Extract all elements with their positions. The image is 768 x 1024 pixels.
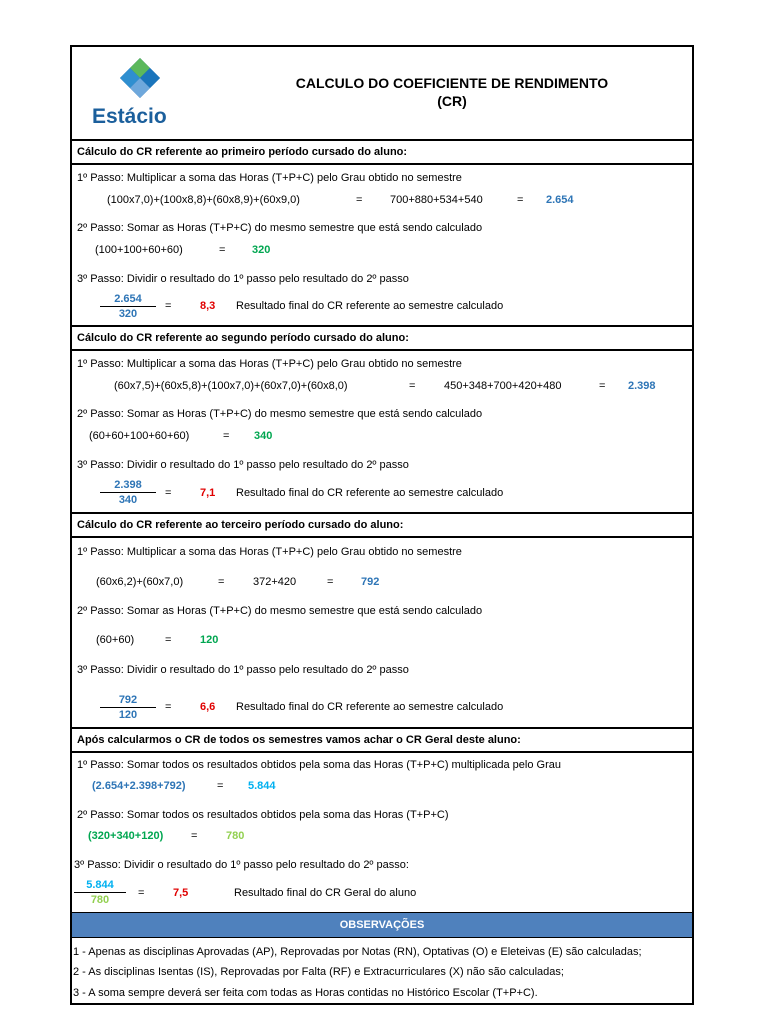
section1-step3-text: 3º Passo: Dividir o resultado do 1º passo pelo resultado do 2º passo xyxy=(77,273,409,285)
section2-step1-eq1: = xyxy=(409,380,416,392)
section2-fraction xyxy=(100,479,156,506)
fraction-denominator: 320 xyxy=(118,308,138,320)
observacao-item: 3 - A soma sempre deverá ser feita com todas as Horas contidas no Histórico Escolar (T+P+C). xyxy=(73,987,538,999)
section2-step1-text: 1º Passo: Multiplicar a soma das Horas (T+P+C) pelo Grau obtido no semestre xyxy=(77,358,462,370)
section4-step3-eq: = xyxy=(138,887,145,899)
section3-step2-expr: (60+60) xyxy=(96,634,135,646)
section4-step2-expr: (320+340+120) xyxy=(88,830,164,842)
section4-heading: Após calcularmos o CR de todos os semestres vamos achar o CR Geral deste aluno: xyxy=(77,734,521,746)
section2-step2-result: 340 xyxy=(254,430,273,442)
section2-step3-eq: = xyxy=(165,487,172,499)
section2-step2-expr: (60+60+100+60+60) xyxy=(89,430,190,442)
fraction-denominator: 120 xyxy=(118,709,138,721)
document-frame xyxy=(70,45,694,1005)
section1-step1-expr: (100x7,0)+(100x8,8)+(60x8,9)+(60x9,0) xyxy=(107,194,300,206)
section4-step1-text: 1º Passo: Somar todos os resultados obtidos pela soma das Horas (T+P+C) multiplicada pelo Grau xyxy=(77,759,561,771)
observacao-item: 2 - As disciplinas Isentas (IS), Reprovadas por Falta (RF) e Extracurriculares (X) não são calculadas; xyxy=(73,966,564,978)
divider xyxy=(72,536,692,538)
section4-step1-eq: = xyxy=(217,780,224,792)
observacao-item: 1 - Apenas as disciplinas Aprovadas (AP), Reprovadas por Notas (RN), Optativas (O) e Eleteivas (E) são calculadas; xyxy=(73,946,642,958)
divider xyxy=(72,325,692,327)
fraction-denominator: 340 xyxy=(118,494,138,506)
section1-step3-result: 8,3 xyxy=(200,300,216,312)
observacoes-bar xyxy=(72,912,692,938)
section4-step3-result: 7,5 xyxy=(173,887,189,899)
section1-heading: Cálculo do CR referente ao primeiro período cursado do aluno: xyxy=(77,146,408,158)
fraction-numerator: 2.398 xyxy=(100,479,156,493)
section1-step2-text: 2º Passo: Somar as Horas (T+P+C) do mesmo semestre que está sendo calculado xyxy=(77,222,483,234)
page-title-line1: CALCULO DO COEFICIENTE DE RENDIMENTO xyxy=(295,75,609,91)
section3-heading: Cálculo do CR referente ao terceiro período cursado do aluno: xyxy=(77,519,404,531)
section3-step2-eq: = xyxy=(165,634,172,646)
section2-step1-sum: 450+348+700+420+480 xyxy=(444,380,562,392)
section1-step1-sum: 700+880+534+540 xyxy=(390,194,483,206)
section2-step3-text: 3º Passo: Dividir o resultado do 1º passo pelo resultado do 2º passo xyxy=(77,459,409,471)
section1-step2-eq: = xyxy=(219,244,226,256)
section1-step1-text: 1º Passo: Multiplicar a soma das Horas (T+P+C) pelo Grau obtido no semestre xyxy=(77,172,462,184)
section3-step1-expr: (60x6,2)+(60x7,0) xyxy=(96,576,184,588)
section3-step1-sum: 372+420 xyxy=(253,576,297,588)
section3-step1-eq1: = xyxy=(218,576,225,588)
section3-step3-note: Resultado final do CR referente ao semestre calculado xyxy=(236,701,504,713)
section1-step3-eq: = xyxy=(165,300,172,312)
section2-step1-eq2: = xyxy=(599,380,606,392)
diamond-logo-icon xyxy=(90,55,190,110)
section4-step3-note: Resultado final do CR Geral do aluno xyxy=(234,887,417,899)
section1-step2-result: 320 xyxy=(252,244,271,256)
divider xyxy=(72,512,692,514)
fraction-denominator: 780 xyxy=(90,894,110,906)
fraction-numerator: 792 xyxy=(100,694,156,708)
section4-fraction xyxy=(74,879,126,906)
section4-step1-expr: (2.654+2.398+792) xyxy=(92,780,186,792)
section2-step1-expr: (60x7,5)+(60x5,8)+(100x7,0)+(60x7,0)+(60x8,0) xyxy=(114,380,348,392)
divider xyxy=(72,727,692,729)
section3-step1-eq2: = xyxy=(327,576,334,588)
divider xyxy=(72,163,692,165)
section4-step2-text: 2º Passo: Somar todos os resultados obtidos pela soma das Horas (T+P+C) xyxy=(77,809,449,821)
section2-step3-result: 7,1 xyxy=(200,487,216,499)
section2-heading: Cálculo do CR referente ao segundo período cursado do aluno: xyxy=(77,332,409,344)
section2-step3-note: Resultado final do CR referente ao semestre calculado xyxy=(236,487,504,499)
section3-step3-eq: = xyxy=(165,701,172,713)
fraction-numerator: 2.654 xyxy=(100,293,156,307)
section3-step2-text: 2º Passo: Somar as Horas (T+P+C) do mesmo semestre que está sendo calculado xyxy=(77,605,483,617)
page-title-line2: (CR) xyxy=(437,93,467,109)
section4-step3-text: 3º Passo: Dividir o resultado do 1º passo pelo resultado do 2º passo: xyxy=(74,859,409,871)
section1-step3-note: Resultado final do CR referente ao semestre calculado xyxy=(236,300,504,312)
section1-step1-result: 2.654 xyxy=(546,194,574,206)
section1-fraction xyxy=(100,293,156,320)
divider xyxy=(72,139,692,141)
section1-step1-eq1: = xyxy=(356,194,363,206)
section1-step2-expr: (100+100+60+60) xyxy=(95,244,183,256)
section3-step2-result: 120 xyxy=(200,634,219,646)
section1-step1-eq2: = xyxy=(517,194,524,206)
observacoes-title: OBSERVAÇÕES xyxy=(339,919,425,931)
estacio-logo xyxy=(90,55,190,135)
section4-step2-result: 780 xyxy=(226,830,245,842)
section2-step2-text: 2º Passo: Somar as Horas (T+P+C) do mesmo semestre que está sendo calculado xyxy=(77,408,483,420)
section3-step1-result: 792 xyxy=(361,576,380,588)
section3-step3-result: 6,6 xyxy=(200,701,216,713)
section3-fraction xyxy=(100,694,156,721)
section4-step1-result: 5.844 xyxy=(248,780,276,792)
section3-step3-text: 3º Passo: Dividir o resultado do 1º passo pelo resultado do 2º passo xyxy=(77,664,409,676)
logo-text: Estácio xyxy=(92,105,167,128)
divider xyxy=(72,751,692,753)
section3-step1-text: 1º Passo: Multiplicar a soma das Horas (T+P+C) pelo Grau obtido no semestre xyxy=(77,546,462,558)
section4-step2-eq: = xyxy=(191,830,198,842)
section2-step1-result: 2.398 xyxy=(628,380,656,392)
fraction-numerator: 5.844 xyxy=(74,879,126,893)
divider xyxy=(72,349,692,351)
section2-step2-eq: = xyxy=(223,430,230,442)
